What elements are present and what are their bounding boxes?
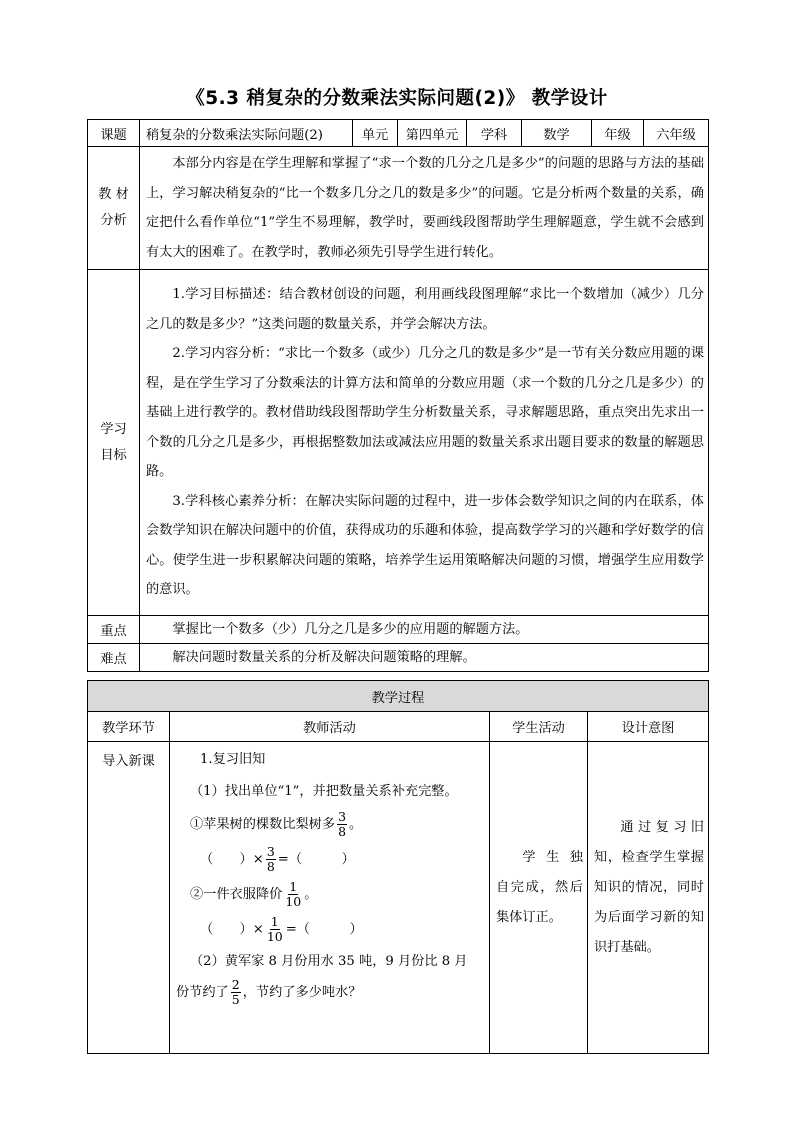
goal-paragraph-1: 1.学习目标描述：结合教材创设的问题，利用画线段图理解“求比一个数增加（减少）几分之几的数是多少？”这类问题的数量关系，并学会解决方法。 <box>146 287 704 332</box>
stage-name: 导入新课 <box>88 742 170 1054</box>
analysis-text: 本部分内容是在学生理解和掌握了“求一个数的几分之几是多少”的问题的思路与方法的基础上，学习解决稍复杂的“比一个数多几分之几的数是多少”的问题。它是分析两个数量的关系，确定把什么看作单位“1”学生不易理解，教学时，要画线段图帮助学生理解题意，学生就不会感到有太大的困难了。在教学时，教师必须先引导学生进行转化。 <box>140 147 709 270</box>
page-title: 《5.3 稍复杂的分数乘法实际问题(2)》 教学设计 <box>186 88 608 109</box>
teacher-line-5: ②一件衣服降价 $\frac{1}{10}$ 。 <box>190 879 318 909</box>
difficulty-row <box>88 644 709 672</box>
fraction-1-10-b: $\frac{1}{10}$ <box>266 914 283 944</box>
unit-label: 单元 <box>353 120 398 147</box>
difficulty-label: 难点 <box>88 644 140 672</box>
process-row-intro <box>88 742 709 1054</box>
col-intent: 设计意图 <box>588 712 709 742</box>
teacher-line-4: （ ）× $\frac{3}{8}$ =（ ） <box>200 844 355 874</box>
teacher-activity <box>170 742 490 1054</box>
fraction-3-8-b: $\frac{3}{8}$ <box>266 844 275 874</box>
process-header: 教学过程 <box>88 681 709 712</box>
design-intent: 通过复习旧知，检查学生掌握知识的情况，同时为后面学习新的知识打基础。 <box>588 742 709 1054</box>
grade-label: 年级 <box>592 120 644 147</box>
process-columns-row <box>88 712 709 742</box>
fraction-1-10: $\frac{1}{10}$ <box>285 879 302 909</box>
goal-paragraph-3: 3.学科核心素养分析：在解决实际问题的过程中，进一步体会数学知识之间的内在联系，体会数学知识在解决问题中的价值，获得成功的乐趣和体验，提高数学学习的兴趣和学好数学的信心。使学生进一步积累解决问题的策略，培养学生运用策略解决问题的习惯，增强学生应用数学的意识。 <box>146 493 704 598</box>
goals-label: 学习 目标 <box>88 270 140 616</box>
fraction-3-8: $\frac{3}{8}$ <box>338 809 347 839</box>
col-teacher: 教师活动 <box>170 712 490 742</box>
student-activity: 学 生 独自完成，然后集体订正。 <box>490 742 588 1054</box>
teacher-line-3: ①苹果树的棵数比梨树多 $\frac{3}{8}$ 。 <box>190 809 363 839</box>
subject-label: 学科 <box>467 120 522 147</box>
goals-text <box>140 270 709 616</box>
info-row <box>88 120 709 147</box>
teacher-line-8: 份节约了 $\frac{2}{5}$ ，节约了多少吨水？ <box>176 977 362 1007</box>
teacher-line-6: （ ）× $\frac{1}{10}$ =（ ） <box>200 914 363 944</box>
key-point-row <box>88 616 709 644</box>
subject-value: 数学 <box>522 120 592 147</box>
teacher-line-2: （1）找出单位“1”，并把数量关系补充完整。 <box>190 784 458 799</box>
col-student: 学生活动 <box>490 712 588 742</box>
analysis-label: 教 材 分析 <box>88 147 140 270</box>
unit-value: 第四单元 <box>398 120 467 147</box>
goal-paragraph-2: 2.学习内容分析：“求比一个数多（或少）几分之几的数是多少”是一节有关分数应用题的课程，是在学生学习了分数乘法的计算方法和简单的分数应用题（求一个数的几分之几是多少）的基础上进行教学的。教材借助线段图帮助学生分析数量关系，寻求解题思路，重点突出先求出一个数的几分之几是多少，再根据整数加法或减法应用题的数量关系求出题目要求的数量的解题思路。 <box>146 346 704 480</box>
process-table <box>87 680 709 1054</box>
ke-ti-value: 稍复杂的分数乘法实际问题(2) <box>140 120 353 147</box>
grade-value: 六年级 <box>644 120 709 147</box>
difficulty-text: 解决问题时数量关系的分析及解决问题策略的理解。 <box>140 644 709 672</box>
key-point-label: 重点 <box>88 616 140 644</box>
teacher-line-7: （2）黄军家 8 月份用水 35 吨，9 月份比 8 月 <box>190 954 468 969</box>
fraction-2-5: $\frac{2}{5}$ <box>231 977 240 1007</box>
ke-ti-label: 课题 <box>88 120 140 147</box>
process-header-row <box>88 681 709 712</box>
info-table <box>87 119 709 672</box>
goals-row <box>88 270 709 616</box>
teacher-line-1: 1.复习旧知 <box>200 752 266 767</box>
analysis-row <box>88 147 709 270</box>
col-stage: 教学环节 <box>88 712 170 742</box>
key-point-text: 掌握比一个数多（少）几分之几是多少的应用题的解题方法。 <box>140 616 709 644</box>
